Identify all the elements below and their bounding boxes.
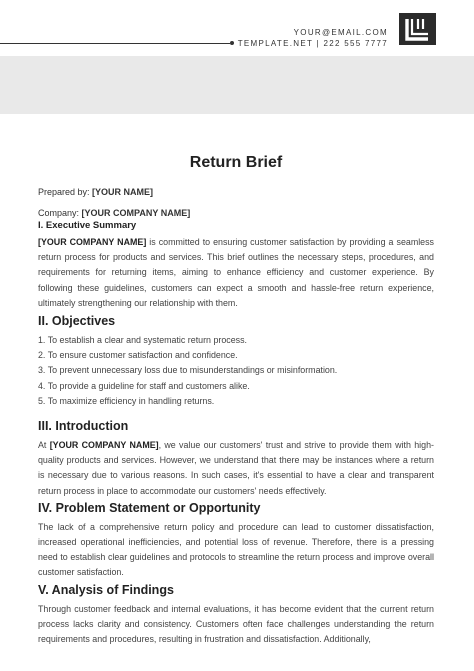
executive-summary-text bbox=[38, 235, 434, 311]
header-banner bbox=[0, 56, 474, 114]
executive-summary-body: is committed to ensuring customer satisfaction by providing a seamless return process for products and services. This brief outlines the necessary steps, procedures, and requirements for returning items, aiming to enhance efficiency and customer experience. By following these guidelines, customers can expect a smooth and hassle-free return experience, ultimately strengthening our relationship with them. bbox=[38, 237, 434, 308]
prepared-by-value: [YOUR NAME] bbox=[92, 187, 154, 197]
list-item: 2. To ensure customer satisfaction and confidence. bbox=[38, 350, 238, 361]
heading-objectives: II. Objectives bbox=[38, 314, 116, 329]
header-contact bbox=[238, 27, 388, 49]
heading-introduction: III. Introduction bbox=[38, 419, 129, 434]
heading-analysis: V. Analysis of Findings bbox=[38, 582, 174, 597]
company-logo bbox=[399, 13, 436, 45]
document-body bbox=[38, 152, 434, 647]
document-title: Return Brief bbox=[189, 154, 283, 171]
executive-summary-company: [YOUR COMPANY NAME] bbox=[38, 237, 147, 247]
list-item: 3. To prevent unnecessary loss due to misunderstandings or misinformation. bbox=[38, 365, 338, 376]
header-website-phone: TEMPLATE.NET | 222 555 7777 bbox=[237, 39, 388, 48]
header-email: YOUR@EMAIL.COM bbox=[293, 28, 388, 37]
analysis-text: Through customer feedback and internal evaluations, it has become evident that the current return process lacks clarity and consistency. Customers often face challenges understanding the return requirements and procedures, resulting in frustration and dissatisfaction. Additionally, bbox=[38, 603, 434, 645]
prepared-by bbox=[38, 186, 434, 198]
introduction-body: , we value our customers' trust and strive to provide them with high-quality products and services. However, we understand that there may be instances where a return is necessary due to various reasons. In such cases, it's essential to have a clear and transparent return process in place to accommodate our customers' needs effectively. bbox=[38, 440, 434, 496]
company-value: [YOUR COMPANY NAME] bbox=[81, 208, 191, 218]
objectives-list bbox=[38, 333, 434, 409]
introduction-prefix: At bbox=[38, 440, 50, 451]
list-item: 4. To provide a guideline for staff and customers alike. bbox=[38, 380, 250, 391]
list-item: 5. To maximize efficiency in handling returns. bbox=[38, 395, 215, 406]
heading-problem-statement: IV. Problem Statement or Opportunity bbox=[38, 500, 261, 515]
company-label: Company: bbox=[38, 208, 80, 218]
prepared-by-label: Prepared by: bbox=[38, 187, 90, 197]
header-divider-dot bbox=[230, 41, 234, 45]
logo-icon bbox=[399, 13, 436, 45]
problem-statement-text: The lack of a comprehensive return policy and procedure can lead to customer dissatisfaction, increased operational inefficiencies, and potential loss of revenue. Therefore, there is a pressing need to establish clear guidelines and protocols to streamline the return process and improve overall customer satisfaction. bbox=[38, 521, 434, 578]
list-item: 1. To establish a clear and systematic return process. bbox=[38, 335, 247, 346]
introduction-company: [YOUR COMPANY NAME] bbox=[49, 440, 159, 451]
introduction-text bbox=[38, 438, 434, 499]
heading-executive-summary: I. Executive Summary bbox=[38, 220, 137, 231]
header-divider bbox=[0, 43, 230, 44]
company-line bbox=[38, 207, 434, 219]
